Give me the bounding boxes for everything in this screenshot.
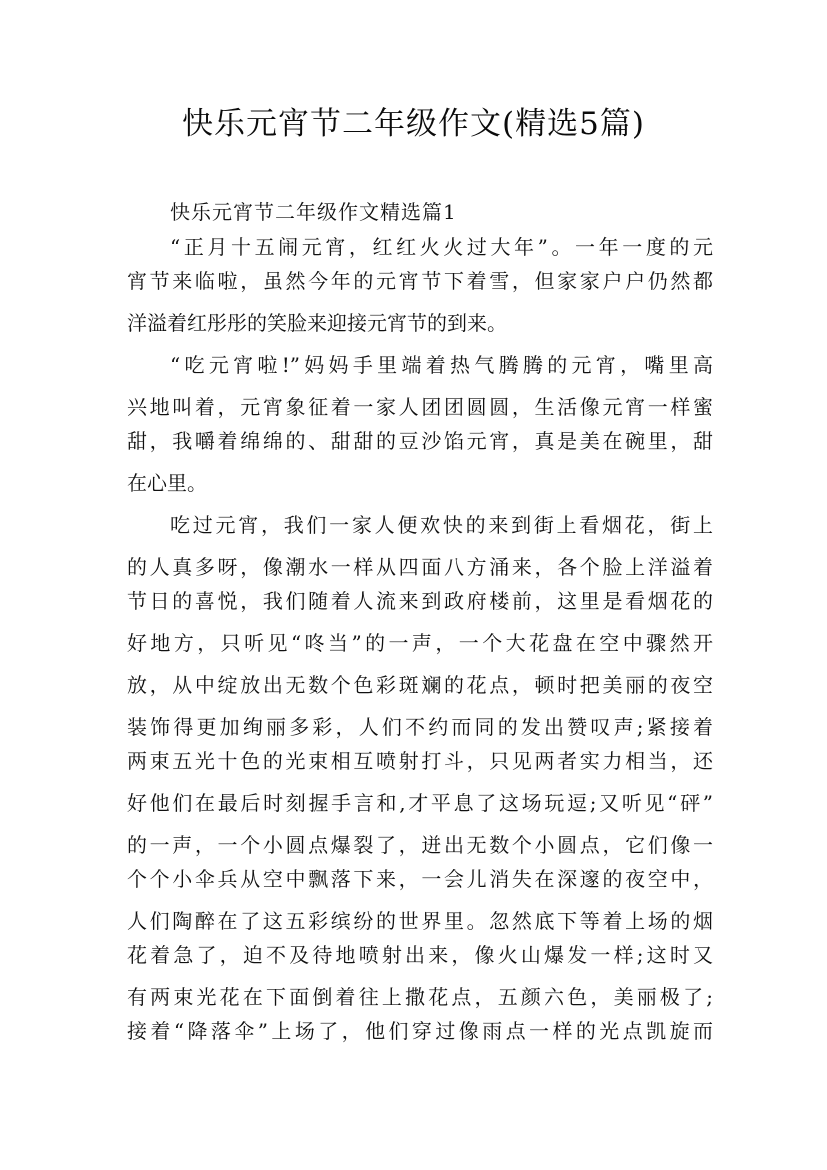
paragraph-line: 装饰得更加绚丽多彩，人们不约而同的发出赞叹声;紧接着 [127, 715, 713, 739]
paragraph-line: “正月十五闹元宵，红红火火过大年”。一年一度的元 [170, 235, 713, 259]
paragraph-line: “吃元宵啦!”妈妈手里端着热气腾腾的元宵，嘴里高 [170, 353, 713, 377]
paragraph-line: 放，从中绽放出无数个色彩斑斓的花点，顿时把美丽的夜空 [127, 673, 713, 697]
paragraph-line: 个个小伞兵从空中飘落下来，一会儿消失在深邃的夜空中， [127, 867, 713, 891]
paragraph-line: 宵节来临啦，虽然今年的元宵节下着雪，但家家户户仍然都 [127, 269, 713, 293]
paragraph-line: 洋溢着红彤彤的笑脸来迎接元宵节的到来。 [127, 311, 507, 335]
paragraph-line: 在心里。 [127, 471, 207, 495]
document-title: 快乐元宵节二年级作文(精选5篇) [182, 106, 645, 142]
paragraph-line: 好他们在最后时刻握手言和,才平息了这场玩逗;又听见“砰” [127, 791, 713, 815]
paragraph-line: 花着急了，迫不及待地喷射出来，像火山爆发一样;这时又 [127, 943, 713, 967]
section-heading: 快乐元宵节二年级作文精选篇1 [170, 200, 457, 224]
paragraph-line: 甜，我嚼着绵绵的、甜甜的豆沙馅元宵，真是美在碗里，甜 [127, 429, 713, 453]
paragraph-line: 两束五光十色的光束相互喷射打斗，只见两者实力相当，还 [127, 749, 713, 773]
paragraph-line: 接着“降落伞”上场了，他们穿过像雨点一样的光点凯旋而 [127, 1019, 713, 1043]
paragraph-line: 好地方，只听见“咚当”的一声，一个大花盘在空中骤然开 [127, 631, 713, 655]
paragraph-line: 吃过元宵，我们一家人便欢快的来到街上看烟花，街上 [170, 513, 713, 537]
paragraph-line: 人们陶醉在了这五彩缤纷的世界里。忽然底下等着上场的烟 [127, 909, 713, 933]
paragraph-line: 的人真多呀，像潮水一样从四面八方涌来，各个脸上洋溢着 [127, 555, 713, 579]
paragraph-line: 兴地叫着，元宵象征着一家人团团圆圆，生活像元宵一样蜜 [127, 395, 713, 419]
paragraph-line: 节日的喜悦，我们随着人流来到政府楼前，这里是看烟花的 [127, 589, 713, 613]
paragraph-line: 有两束光花在下面倒着往上撒花点，五颜六色，美丽极了; [127, 985, 713, 1009]
paragraph-line: 的一声，一个小圆点爆裂了，迸出无数个小圆点，它们像一 [127, 833, 713, 857]
